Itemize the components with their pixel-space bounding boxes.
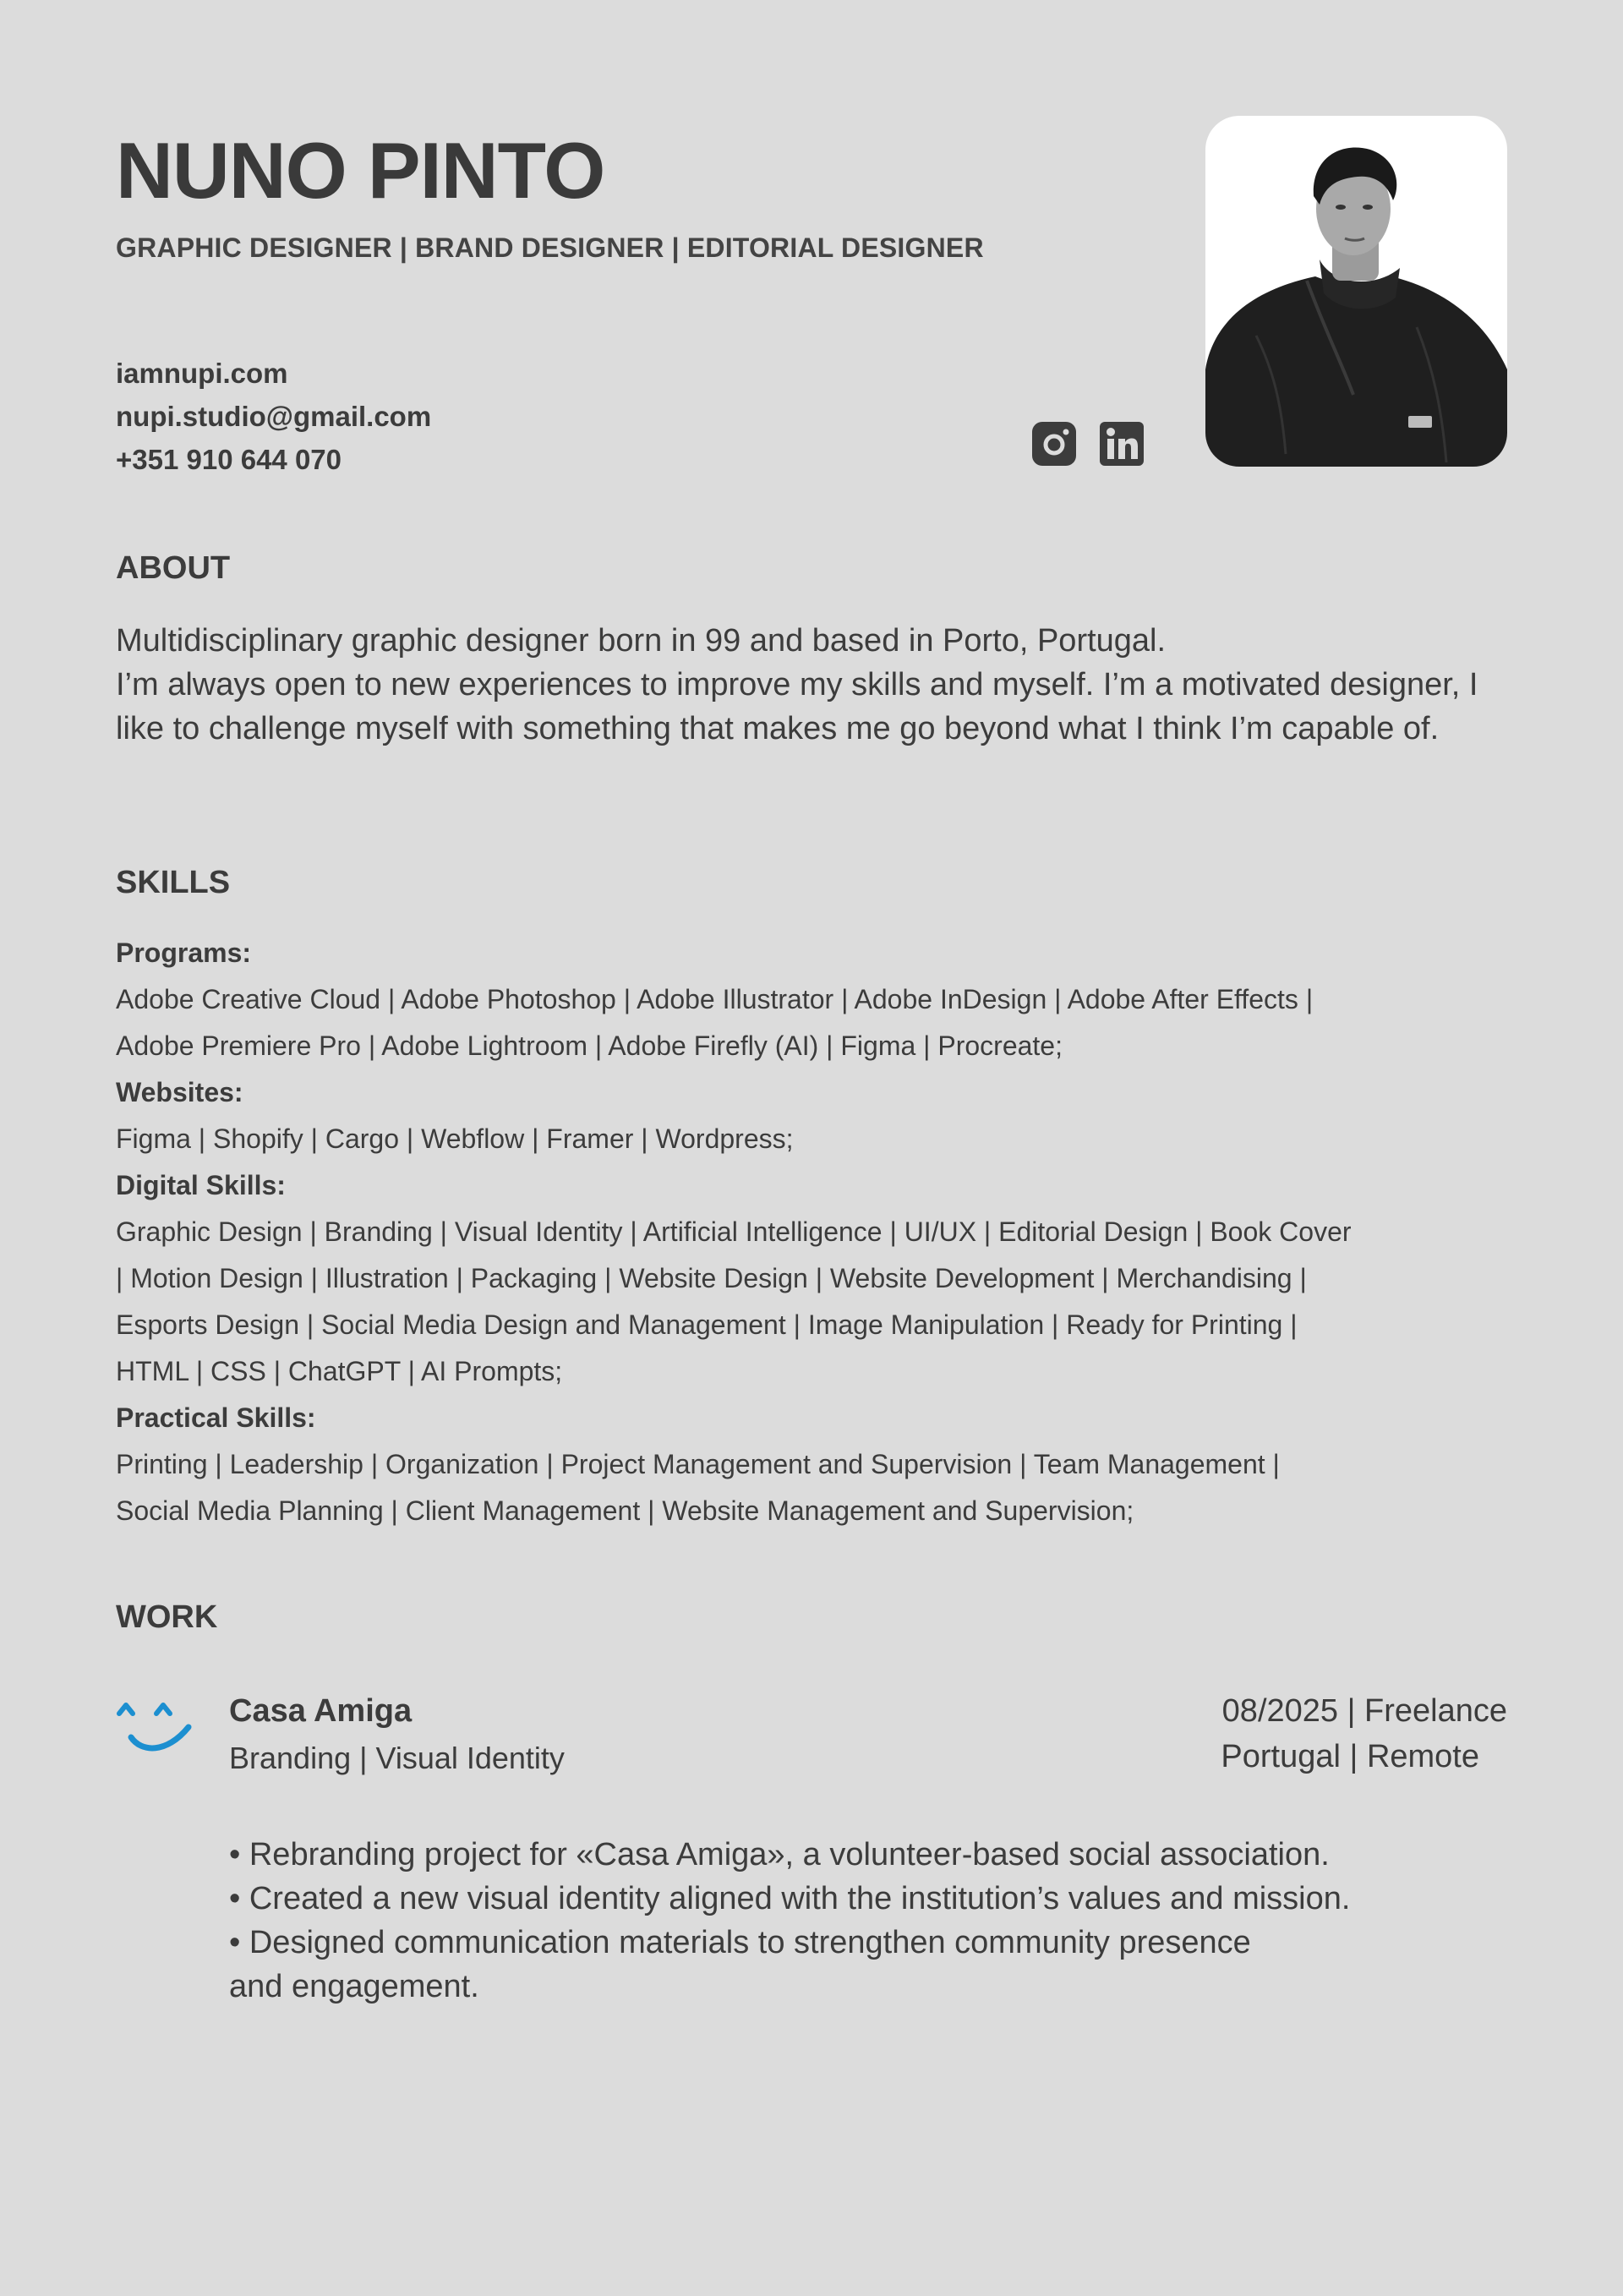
candidate-name: NUNO PINTO (116, 126, 605, 215)
casa-amiga-logo-icon (116, 1695, 197, 1763)
job-company: Casa Amiga (229, 1693, 413, 1729)
contact-block (116, 352, 431, 481)
about-line-2: I’m always open to new experiences to improve my skills and myself. I’m a motivated designer, I like to challenge myself with something that makes me go beyond what I think I’m capable of. (116, 667, 1478, 746)
instagram-icon[interactable] (1032, 422, 1076, 466)
work-heading: WORK (116, 1599, 218, 1635)
digital-skills-line-1: Graphic Design | Branding | Visual Identity | Artificial Intelligence | UI/UX | Editorial Design | Book Cover (116, 1216, 1352, 1247)
websites-line-1: Figma | Shopify | Cargo | Webflow | Framer | Wordpress; (116, 1123, 794, 1154)
phone-number[interactable]: +351 910 644 070 (116, 444, 342, 475)
digital-skills-line-2: | Motion Design | Illustration | Packaging | Website Design | Website Development | Merchandising | (116, 1263, 1307, 1293)
skills-heading: SKILLS (116, 865, 231, 900)
skills-list (116, 930, 1519, 1534)
job-bullet: and engagement. (229, 1969, 479, 2004)
profile-photo (1205, 116, 1507, 467)
about-text (116, 619, 1511, 751)
digital-skills-line-4: HTML | CSS | ChatGPT | AI Prompts; (116, 1356, 563, 1386)
programs-line-1: Adobe Creative Cloud | Adobe Photoshop | Adobe Illustrator | Adobe InDesign | Adobe After Effects | (116, 984, 1314, 1014)
job-bullet: • Rebranding project for «Casa Amiga», a volunteer-based social association. (229, 1837, 1330, 1872)
linkedin-icon[interactable] (1100, 422, 1144, 466)
about-line-1: Multidisciplinary graphic designer born in 99 and based in Porto, Portugal. (116, 623, 1167, 659)
digital-skills-label: Digital Skills: (116, 1170, 286, 1200)
website-link[interactable]: iamnupi.com (116, 358, 288, 389)
practical-skills-line-1: Printing | Leadership | Organization | Project Management and Supervision | Team Management | (116, 1449, 1280, 1479)
job-bullet: • Created a new visual identity aligned with the institution’s values and mission. (229, 1881, 1351, 1916)
job-location: Portugal | Remote (1221, 1739, 1479, 1774)
job-bullets (229, 1833, 1548, 2009)
job-type: Branding | Visual Identity (229, 1741, 565, 1775)
programs-line-2: Adobe Premiere Pro | Adobe Lightroom | Adobe Firefly (AI) | Figma | Procreate; (116, 1030, 1063, 1061)
practical-skills-line-2: Social Media Planning | Client Management | Website Management and Supervision; (116, 1495, 1134, 1526)
websites-label: Websites: (116, 1077, 243, 1107)
practical-skills-label: Practical Skills: (116, 1402, 316, 1433)
job-date: 08/2025 | Freelance (1221, 1693, 1507, 1729)
email-link[interactable]: nupi.studio@gmail.com (116, 401, 432, 432)
job-bullet: • Designed communication materials to strengthen community presence (229, 1925, 1251, 1960)
digital-skills-line-3: Esports Design | Social Media Design and Management | Image Manipulation | Ready for Printing | (116, 1309, 1298, 1340)
portrait-image (1205, 116, 1507, 467)
about-heading: ABOUT (116, 550, 231, 586)
programs-label: Programs: (116, 938, 252, 968)
job-roles: GRAPHIC DESIGNER | BRAND DESIGNER | EDITORIAL DESIGNER (116, 232, 984, 263)
